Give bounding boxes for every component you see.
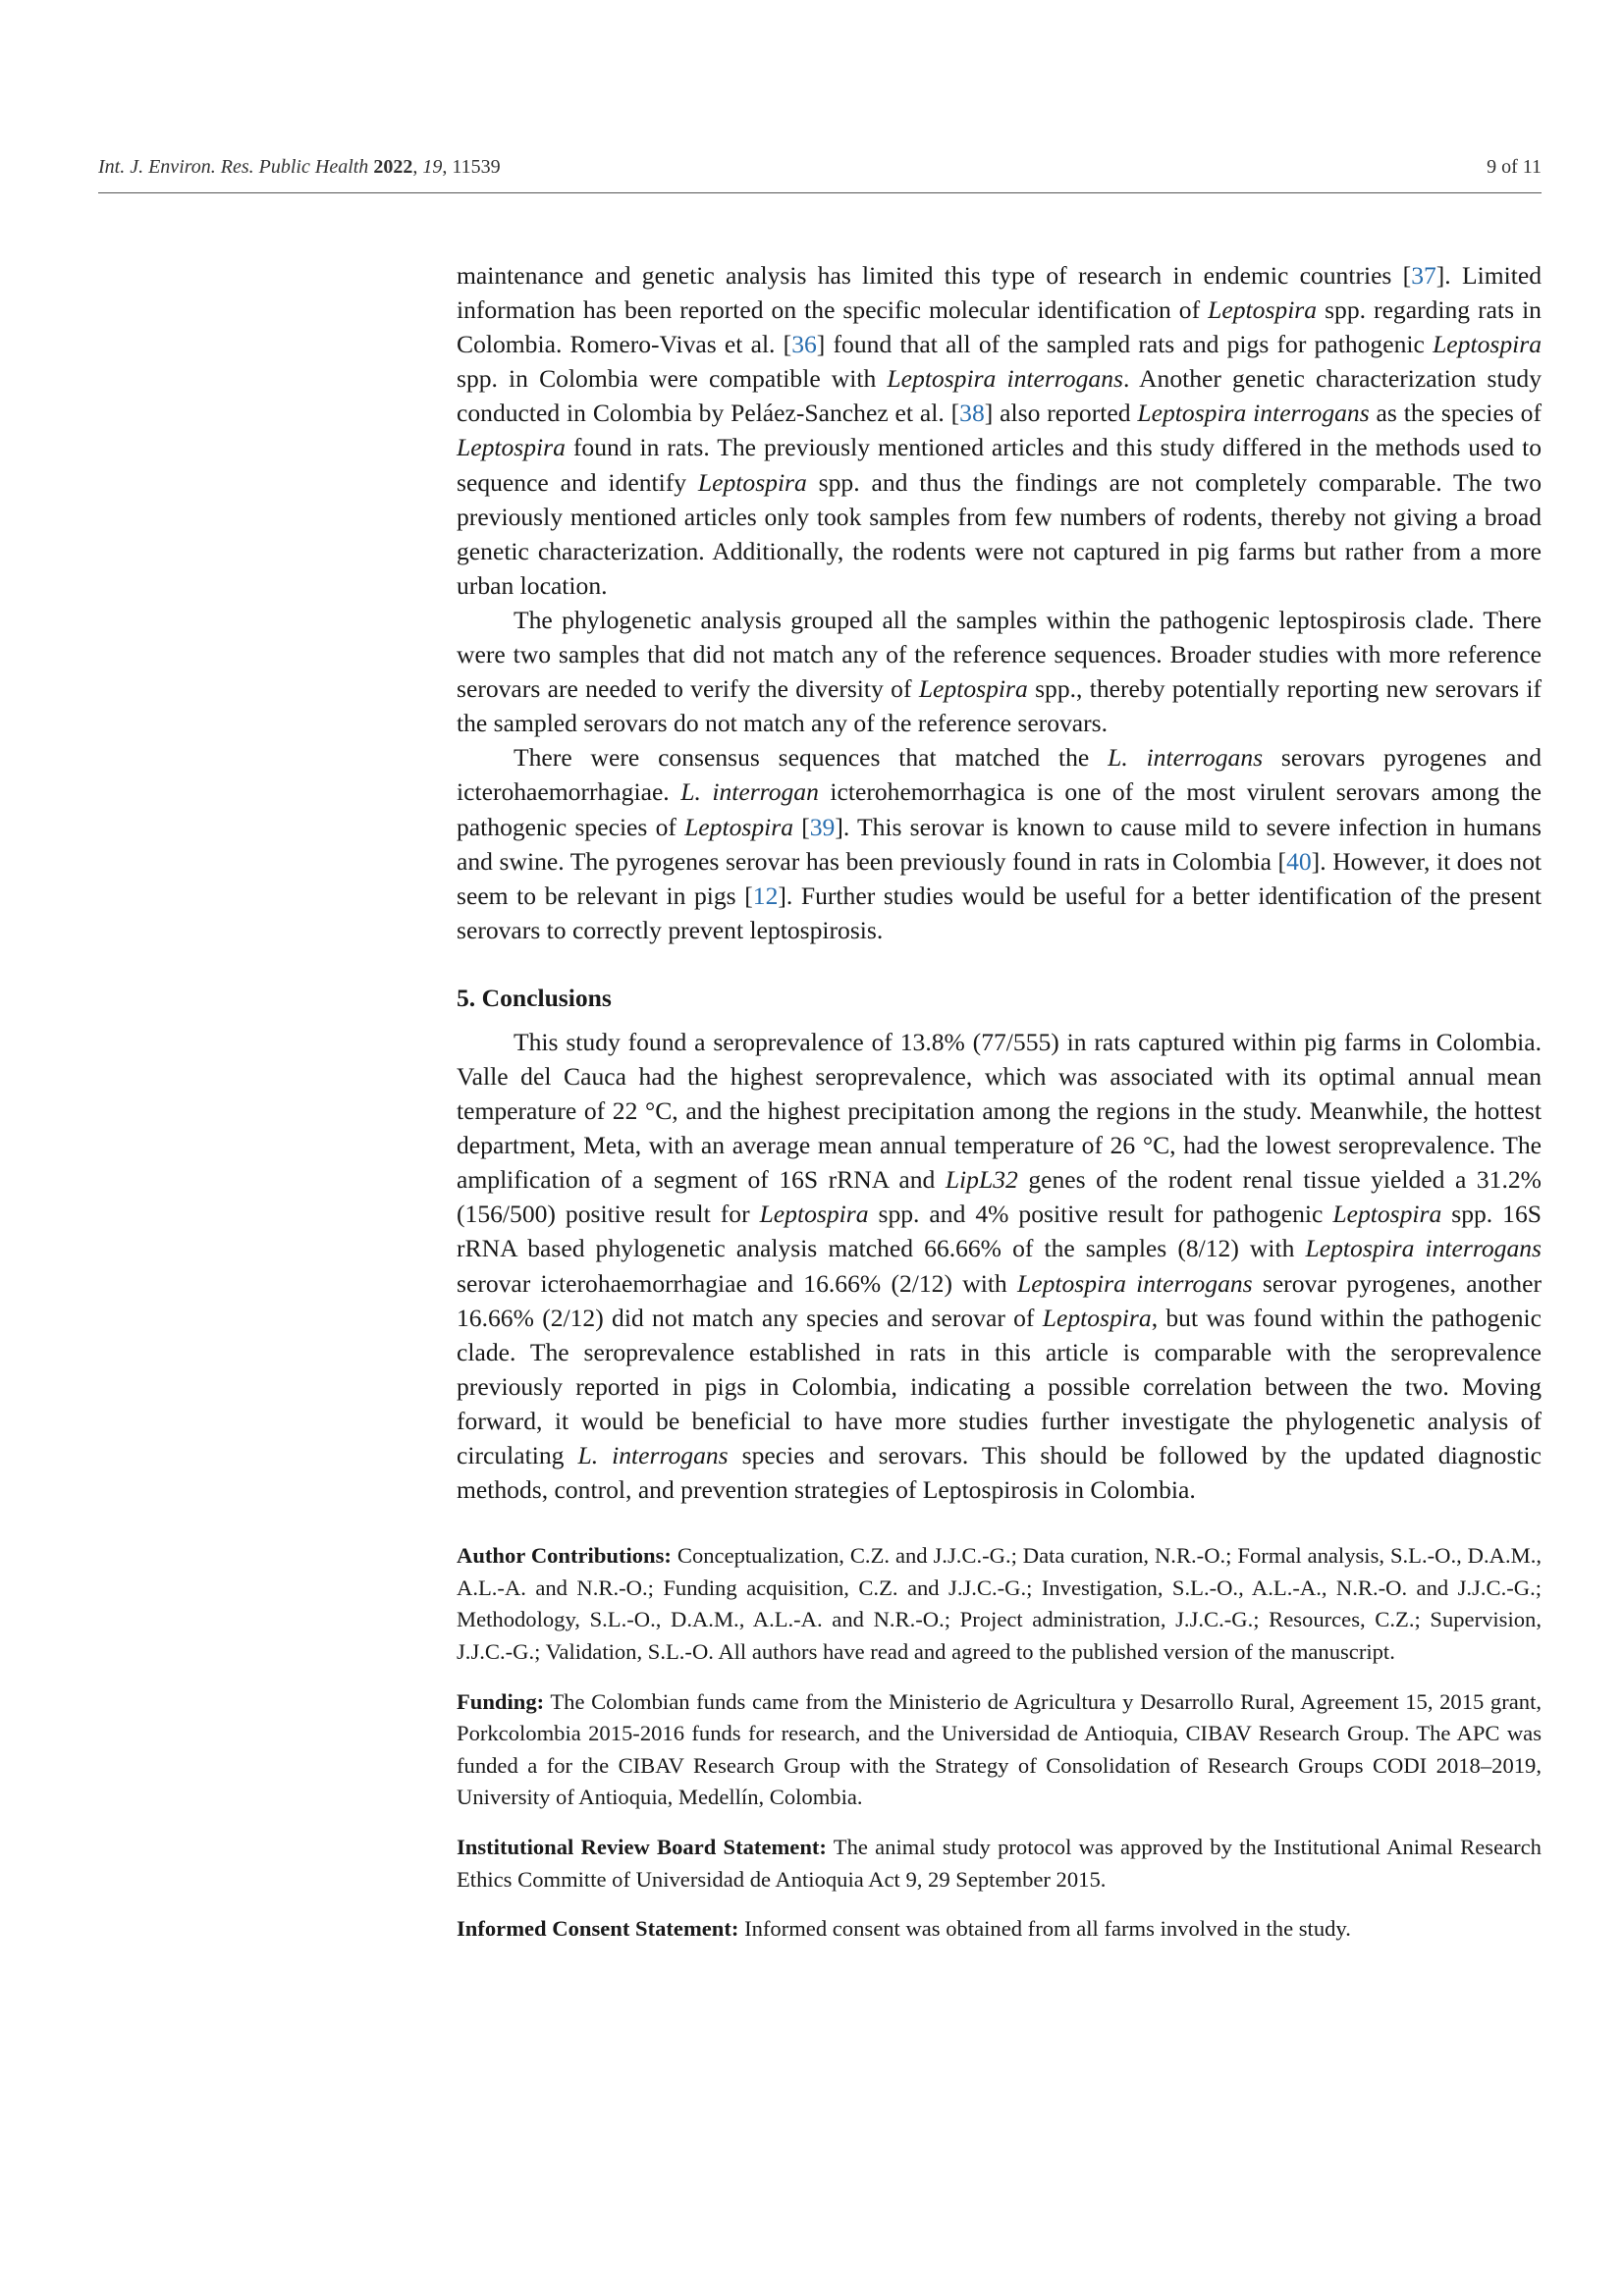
irb-statement bbox=[457, 1832, 1542, 1896]
text-run: spp. and thus the findings are not completely comparable. The two previously mentioned articles only took samples from few numbers of rodents, thereby not giving a broad genetic characterization. Additionally, the rodents were not captured in pig farms but rather from a more urban location. bbox=[457, 467, 1542, 600]
author-contributions bbox=[457, 1540, 1542, 1668]
text-run: ]. Further studies would be useful for a better identification of the present serovars to correctly prevent leptospirosis. bbox=[457, 881, 1542, 944]
journal-volume: 19 bbox=[422, 156, 443, 178]
text-run: found in rats. The previously mentioned articles and this study differed in the methods used to sequence and identify bbox=[457, 433, 1542, 497]
text-run: spp., thereby potentially reporting new serovars if the sampled serovars do not match any of the reference serovars. bbox=[457, 674, 1542, 738]
italic-term: Leptospira bbox=[457, 433, 566, 462]
italic-term: L. interrogan bbox=[680, 777, 819, 807]
italic-term: Leptospira bbox=[1332, 1200, 1442, 1229]
italic-term: Leptospira interrogans bbox=[887, 364, 1123, 394]
italic-term: L. interrogans bbox=[1108, 743, 1264, 773]
text-run: icterohemorrhagica is one of the most virulent serovars among the pathogenic species of bbox=[457, 777, 1542, 841]
informed-consent-statement bbox=[457, 1913, 1542, 1946]
funding-statement bbox=[457, 1686, 1542, 1814]
italic-term: Leptospira bbox=[1042, 1303, 1152, 1332]
text-run: serovar pyrogenes, another 16.66% (2/12) did not match any species and serovar of bbox=[457, 1268, 1542, 1332]
italic-term: Leptospira bbox=[918, 674, 1028, 704]
italic-term: Leptospira bbox=[1433, 330, 1542, 359]
paragraph-discussion-2 bbox=[457, 603, 1542, 740]
consent-label: Informed Consent Statement: bbox=[457, 1916, 739, 1942]
citation-link[interactable]: 36 bbox=[791, 330, 817, 359]
italic-term: Leptospira bbox=[684, 812, 794, 841]
text-run: serovars pyrogenes and icterohaemorrhagiae. bbox=[457, 743, 1542, 807]
italic-term: Leptospira interrogans bbox=[1137, 399, 1370, 428]
text-run: spp. 16S rRNA based phylogenetic analysis matched 66.66% of the samples (8/12) with bbox=[457, 1200, 1543, 1263]
text-run: spp. regarding rats in Colombia. Romero-Vivas et al. [ bbox=[457, 295, 1542, 359]
text-run: There were consensus sequences that matched the bbox=[514, 743, 1109, 773]
funding-text: The Colombian funds came from the Ministerio de Agricultura y Desarrollo Rural, Agreement 15, 2015 grant, Porkcolombia 2015-2016 funds for research, and the Universidad de Antioquia, CIBAV Research Group. The APC was funded a for the CIBAV Research Group with the Strategy of Consolidation of Research Groups CODI 2018–2019, University of Antioquia, Medellín, Colombia. bbox=[457, 1688, 1542, 1810]
italic-term: Leptospira bbox=[697, 467, 807, 497]
text-run: serovar icterohaemorrhagiae and 16.66% (2/12) with bbox=[457, 1268, 1017, 1298]
paragraph-discussion-1 bbox=[457, 258, 1542, 603]
article-number: 11539 bbox=[452, 156, 501, 178]
text-run: ]. Limited information has been reported on the specific molecular identification of bbox=[457, 261, 1542, 325]
text-run: ] found that all of the sampled rats and pigs for pathogenic bbox=[816, 330, 1434, 359]
text-run: . Another genetic characterization study conducted in Colombia by Peláez-Sanchez et al. [ bbox=[457, 364, 1542, 428]
funding-label: Funding: bbox=[457, 1688, 545, 1714]
text-run: species and serovars. This should be followed by the updated diagnostic methods, control, and prevention strategies of Leptospirosis in Colombia. bbox=[457, 1441, 1542, 1505]
paragraph-discussion-3 bbox=[457, 740, 1542, 947]
citation-link[interactable]: 38 bbox=[959, 399, 985, 428]
section-heading-conclusions: 5. Conclusions bbox=[457, 983, 612, 1012]
header-rule bbox=[98, 192, 1542, 193]
journal-year: 2022 bbox=[373, 156, 413, 178]
main-text bbox=[457, 258, 1542, 1946]
text-run: ]. This serovar is known to cause mild to severe infection in humans and swine. The pyrogenes serovar has been previously found in rats in Colombia [ bbox=[457, 812, 1543, 876]
text-run: genes of the rodent renal tissue yielded a 31.2% (156/500) positive result for bbox=[457, 1165, 1542, 1229]
italic-term: L. interrogans bbox=[577, 1441, 729, 1469]
citation-link[interactable]: 37 bbox=[1411, 261, 1436, 290]
italic-term: Leptospira interrogans bbox=[1305, 1234, 1543, 1263]
citation-link[interactable]: 12 bbox=[752, 881, 779, 910]
author-contributions-text: Conceptualization, C.Z. and J.J.C.-G.; Data curation, N.R.-O.; Formal analysis, S.L.-O., D.A.M., A.L.-A. and N.R.-O.; Funding acquisition, C.Z. and J.J.C.-G.; Investigation, S.L.-O., A.L.-A., N.R.-O. and J.J.C.-G.; Methodology, S.L.-O., D.A.M., A.L.-A. and N.R.-O.; Project administration, J.J.C.-G.; Resources, C.Z.; Supervision, J.J.C.-G.; Validation, S.L.-O. All authors have read and agreed to the published version of the manuscript. bbox=[457, 1543, 1543, 1664]
journal-citation: Int. J. Environ. Res. Public Health 2022, 19, 11539 bbox=[98, 156, 501, 178]
paragraph-conclusions bbox=[457, 1025, 1542, 1507]
text-run: as the species of bbox=[1369, 399, 1542, 428]
text-run: ] also reported bbox=[984, 399, 1138, 428]
text-run: spp. and 4% positive result for pathogenic bbox=[868, 1200, 1333, 1229]
text-run: [ bbox=[793, 812, 810, 841]
text-run: The phylogenetic analysis grouped all the samples within the pathogenic leptospirosis clade. There were two samples that did not match any of the reference sequences. Broader studies with more reference serovars are needed to verify the diversity of bbox=[457, 605, 1542, 704]
italic-term: LipL32 bbox=[945, 1165, 1018, 1195]
italic-term: Leptospira bbox=[1208, 295, 1318, 325]
irb-text: The animal study protocol was approved by the Institutional Animal Research Ethics Committe of Universidad de Antioquia Act 9, 29 September 2015. bbox=[457, 1834, 1542, 1892]
text-run: maintenance and genetic analysis has limited this type of research in endemic countries [ bbox=[457, 261, 1412, 290]
italic-term: Leptospira bbox=[759, 1200, 869, 1229]
citation-link[interactable]: 39 bbox=[809, 812, 836, 841]
author-contributions-label: Author Contributions: bbox=[457, 1543, 672, 1569]
text-run: This study found a seroprevalence of 13.8% (77/555) in rats captured within pig farms in Colombia. Valle del Cauca had the highest seroprevalence, which was associated with its optimal annual mean temperature of 22 °C, and the highest precipitation among the regions in the study. Meanwhile, the hottest department, Meta, with an average mean annual temperature of 26 °C, had the lowest seroprevalence. The amplification of a segment of 16S rRNA and bbox=[457, 1027, 1542, 1195]
consent-text: Informed consent was obtained from all farms involved in the study. bbox=[738, 1916, 1351, 1942]
text-run: spp. in Colombia were compatible with bbox=[457, 364, 888, 394]
text-run: ]. However, it does not seem to be relevant in pigs [ bbox=[457, 846, 1542, 910]
irb-label: Institutional Review Board Statement: bbox=[457, 1834, 827, 1859]
journal-abbreviation: Int. J. Environ. Res. Public Health bbox=[98, 156, 369, 178]
text-run: , but was found within the pathogenic clade. The seroprevalence established in rats in this article is comparable with the seroprevalence previously reported in pigs in Colombia, indicating a possible correlation between the two. Moving forward, it would be beneficial to have more studies further investigate the phylogenetic analysis of circulating bbox=[457, 1303, 1542, 1469]
citation-link[interactable]: 40 bbox=[1286, 846, 1312, 876]
italic-term: Leptospira interrogans bbox=[1016, 1268, 1253, 1298]
page-number: 9 of 11 bbox=[1487, 156, 1542, 178]
running-header bbox=[98, 149, 1542, 185]
